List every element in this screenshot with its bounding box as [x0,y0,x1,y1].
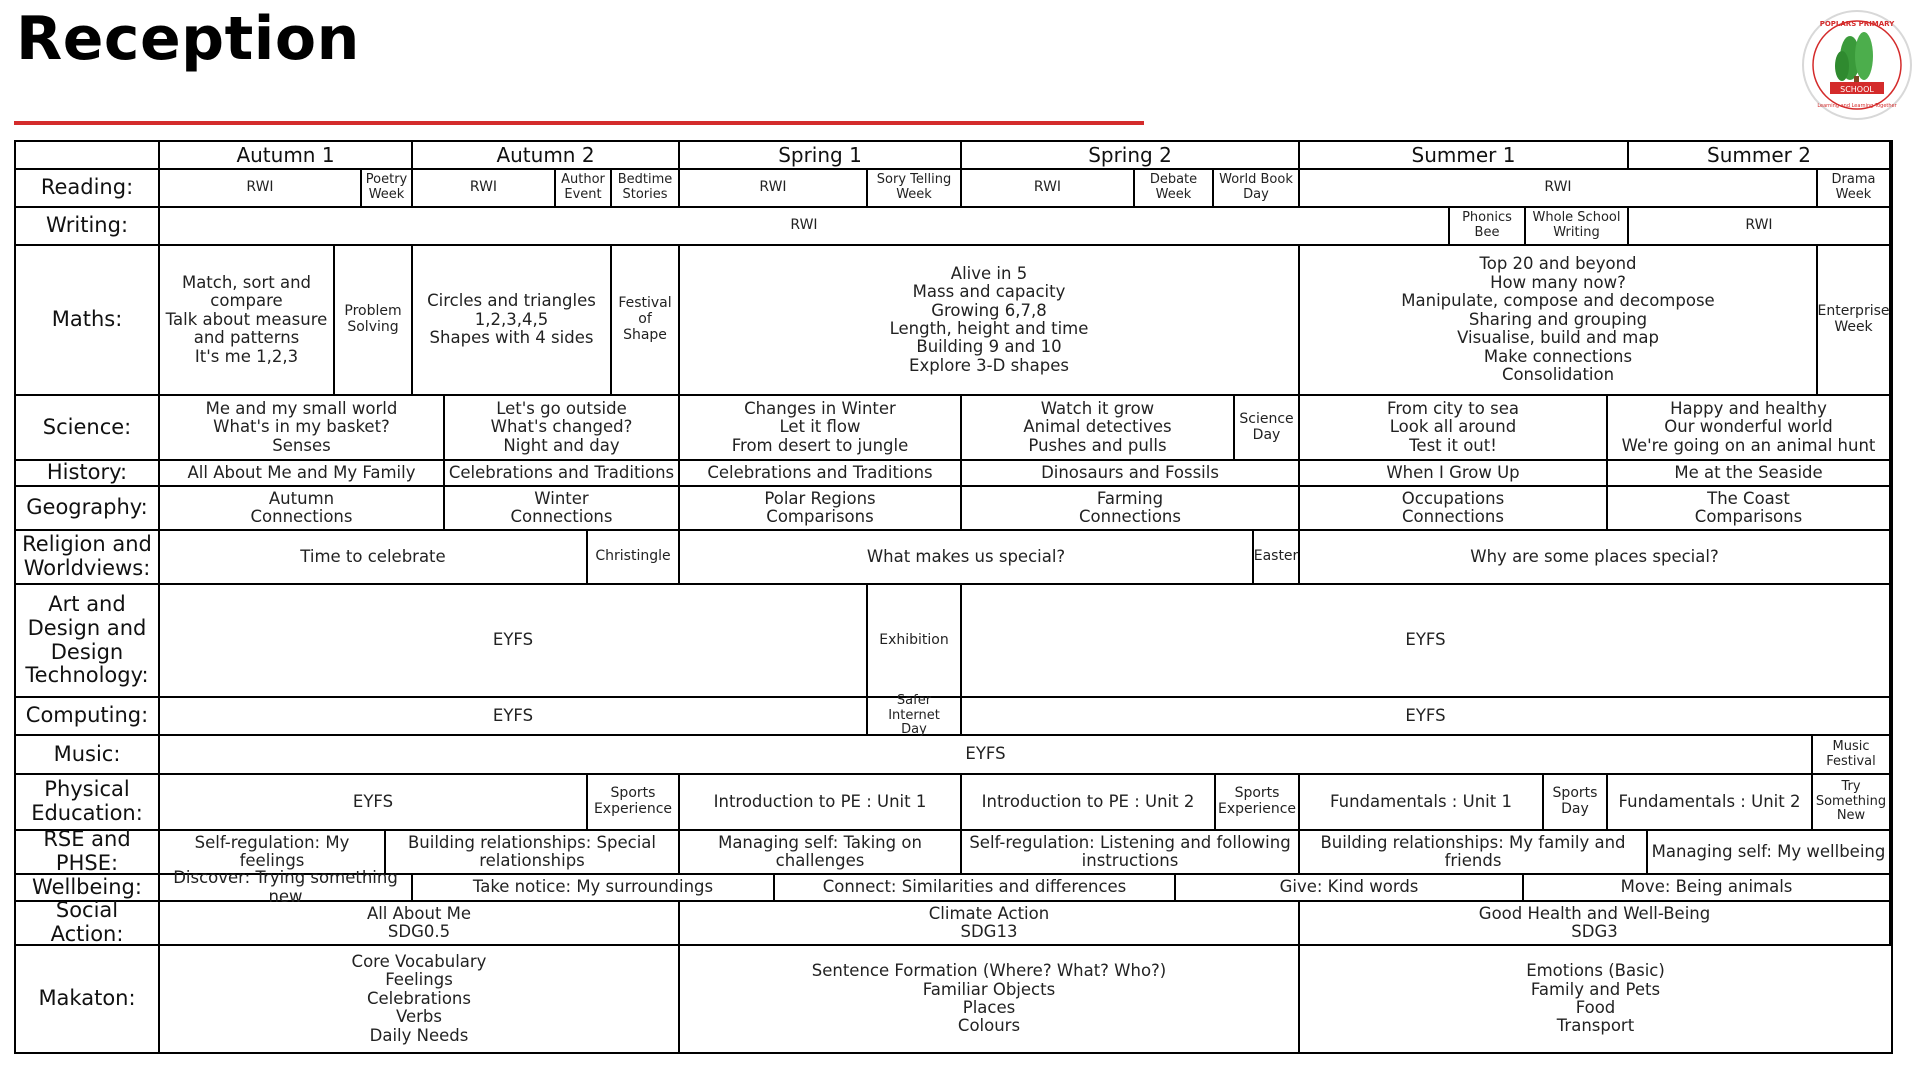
cell-text: Happy and healthy Our wonderful world We're going on an animal hunt [1621,398,1876,455]
cell-text: Safer Internet Day [888,693,940,738]
cell-text: RWI [1033,179,1062,196]
cell-text: Try Something New [1815,779,1887,824]
pe-cell [160,775,588,831]
corner-cell [16,142,160,170]
cell-text: Self-regulation: Listening and following instructions [969,832,1291,870]
logo-motto-text: Learning and Learning Together [1817,103,1897,109]
maths-cell [413,246,612,396]
cell-text: Farming Connections [1079,488,1181,526]
cell-text: Managing self: My wellbeing [1651,841,1886,861]
cell-text: Celebrations and Traditions [707,462,933,482]
cell-text: Sports Experience [593,785,673,817]
maths-cell [1818,246,1891,396]
geography-cell [1300,487,1608,531]
row-label-text: Religion and Worldviews: [22,532,152,580]
term-header-label: Spring 1 [778,142,862,167]
cell-text: All About Me SDG0.5 [366,903,472,941]
history-cell [445,461,680,487]
music-cell [160,736,1813,775]
cell-text: Debate Week [1149,172,1198,202]
geography-cell [962,487,1300,531]
reading-cell [868,170,962,208]
geography-cell [160,487,445,531]
cell-text: Building relationships: My family and friends [1320,832,1626,870]
religion-cell [588,531,680,585]
row-label-reading [16,170,160,208]
computing-cell [962,698,1891,736]
cell-text: Discover: Trying something new [173,868,398,906]
wellbeing-cell [1176,875,1524,902]
cell-text: Phonics Bee [1462,210,1512,240]
religion-cell [160,531,588,585]
cell-text: Match, sort and compare Talk about measure and patterns It's me 1,2,3 [165,272,328,366]
history-cell [160,461,445,487]
row-label-text: Maths: [51,307,123,332]
title-underline [14,121,1144,125]
cell-text: Sports Experience [1217,785,1297,817]
term-header-spring-2 [962,142,1300,170]
logo-school-text: SCHOOL [1840,85,1874,94]
row-label-writing [16,208,160,246]
term-header-label: Spring 2 [1088,142,1172,167]
cell-text: Festival of Shape [618,295,672,343]
social-cell [160,902,680,946]
history-cell [962,461,1300,487]
cell-text: Bedtime Stories [617,172,673,202]
cell-text: What makes us special? [866,546,1066,566]
cell-text: Winter Connections [510,488,613,526]
cell-text: Occupations Connections [1401,488,1505,526]
cell-text: Changes in Winter Let it flow From desert to jungle [731,398,909,455]
rse-cell [1300,831,1648,875]
writing-cell [160,208,1450,246]
cell-text: All About Me and My Family [187,462,416,482]
art-cell [868,585,962,698]
cell-text: Music Festival [1826,738,1876,769]
cell-text: Time to celebrate [300,546,446,566]
cell-text: Problem Solving [344,303,402,335]
maths-cell [680,246,1300,396]
row-label-computing [16,698,160,736]
maths-cell [335,246,413,396]
row-label-text: Makaton: [38,986,136,1011]
cell-text: Introduction to PE : Unit 2 [981,791,1195,811]
cell-text: RWI [469,179,498,196]
cell-text: Enterprise Week [1817,303,1890,335]
reading-cell [962,170,1135,208]
pe-cell [962,775,1216,831]
science-cell [680,396,962,461]
row-label-text: RSE and PHSE: [43,827,131,875]
cell-text: Christingle [595,548,671,565]
pe-cell [680,775,962,831]
row-label-social [16,898,160,946]
cell-text: Me at the Seaside [1674,462,1823,482]
rse-cell [386,831,680,875]
term-header-label: Autumn 2 [496,142,595,167]
art-cell [160,585,868,698]
reading-cell [680,170,868,208]
makaton-cell [160,946,680,1052]
geography-cell [445,487,680,531]
cell-text: Poetry Week [365,172,408,202]
cell-text: Watch it grow Animal detectives Pushes and pulls [1023,398,1172,455]
cell-text: EYFS [1405,630,1446,650]
term-header-autumn-2 [413,142,680,170]
cell-text: RWI [1745,217,1773,234]
science-cell [445,396,680,461]
cell-text: Managing self: Taking on challenges [718,832,922,870]
row-label-art [16,585,160,698]
cell-text: Science Day [1239,410,1294,443]
cell-text: The Coast Comparisons [1694,488,1803,526]
history-cell [1300,461,1608,487]
reading-cell [556,170,612,208]
term-header-summer-1 [1300,142,1629,170]
cell-text: Alive in 5 Mass and capacity Growing 6,7,8 Length, height and time Building 9 and 10 Explore 3-D shapes [889,263,1089,375]
history-cell [680,461,962,487]
row-label-text: Science: [42,414,132,439]
cell-text: Good Health and Well-Being SDG3 [1478,903,1711,941]
term-header-spring-1 [680,142,962,170]
cell-text: Take notice: My surroundings [472,877,714,897]
wellbeing-cell [413,875,775,902]
computing-cell [160,698,868,736]
cell-text: Drama Week [1831,172,1876,202]
term-header-label: Autumn 1 [236,142,335,167]
cell-text: Exhibition [879,631,949,648]
cell-text: Top 20 and beyond How many now? Manipulate, compose and decompose Sharing and grouping Visualise, build and map Make connections Consolidation [1401,254,1715,385]
maths-cell [160,246,335,396]
term-header-summer-2 [1629,142,1891,170]
cell-text: Easter [1253,548,1299,565]
makaton-cell [1300,946,1891,1052]
row-label-text: Physical Education: [31,777,143,825]
reading-cell [1135,170,1214,208]
row-label-text: Music: [53,741,121,766]
geography-cell [680,487,962,531]
cell-text: Building relationships: Special relationships [407,832,656,870]
cell-text: Circles and triangles 1,2,3,4,5 Shapes with 4 sides [427,291,596,348]
pe-cell [588,775,680,831]
cell-text: RWI [759,179,787,196]
cell-text: RWI [1544,179,1572,196]
pe-cell [1813,775,1891,831]
maths-cell [612,246,680,396]
cell-text: EYFS [352,791,394,811]
cell-text: When I Grow Up [1386,462,1520,482]
row-label-science [16,396,160,461]
cell-text: Why are some places special? [1470,546,1719,566]
reading-cell [612,170,680,208]
pe-cell [1544,775,1608,831]
cell-text: Polar Regions Comparisons [764,488,876,526]
school-logo-tree-icon [1800,8,1914,122]
row-label-history [16,461,160,487]
cell-text: EYFS [492,705,534,725]
maths-cell [1300,246,1818,396]
pe-cell [1300,775,1544,831]
makaton-cell [680,946,1300,1052]
term-header-label: Summer 1 [1411,142,1516,167]
cell-text: Me and my small world What's in my basket? Senses [205,398,398,455]
art-cell [962,585,1891,698]
cell-text: Let's go outside What's changed? Night and day [490,398,633,455]
social-cell [680,902,1300,946]
row-label-text: Writing: [45,213,129,238]
cell-text: Give: Kind words [1279,877,1419,897]
cell-text: EYFS [965,744,1006,764]
cell-text: Celebrations and Traditions [448,462,675,482]
cell-text: EYFS [492,630,534,650]
page-title: Reception [16,4,360,74]
geography-cell [1608,487,1891,531]
wellbeing-cell [775,875,1176,902]
cell-text: Climate Action SDG13 [928,903,1050,941]
row-label-text: Computing: [25,703,149,728]
row-label-pe [16,775,160,831]
cell-text: Emotions (Basic) Family and Pets Food Transport [1526,961,1665,1036]
history-cell [1608,461,1891,487]
cell-text: Core Vocabulary Feelings Celebrations Verbs Daily Needs [351,951,487,1045]
cell-text: Introduction to PE : Unit 1 [713,791,927,811]
reading-cell [1300,170,1818,208]
writing-cell [1450,208,1526,246]
row-label-text: Reading: [40,175,134,200]
religion-cell [680,531,1254,585]
row-label-geography [16,487,160,531]
cell-text: Connect: Similarities and differences [822,877,1127,897]
wellbeing-cell [1524,875,1891,902]
cell-text: Move: Being animals [1620,877,1793,897]
music-cell [1813,736,1891,775]
row-label-religion [16,531,160,585]
writing-cell [1526,208,1629,246]
cell-text: Whole School Writing [1532,210,1621,240]
cell-text: RWI [246,179,274,196]
row-label-maths [16,246,160,396]
cell-text: RWI [790,217,818,234]
row-label-text: Art and Design and Design Technology: [25,592,149,688]
row-label-text: Geography: [26,495,148,520]
cell-text: Sports Day [1552,785,1598,817]
social-cell [1300,902,1891,946]
religion-cell [1254,531,1300,585]
reading-cell [413,170,556,208]
science-cell [1608,396,1891,461]
reading-cell [1214,170,1300,208]
cell-text: Sory Telling Week [876,172,952,202]
term-header-label: Summer 2 [1707,142,1811,167]
row-label-music [16,736,160,775]
reading-cell [160,170,362,208]
row-label-text: Social Action: [50,898,124,946]
logo-top-text: POPLARS PRIMARY [1819,20,1895,28]
science-cell [1235,396,1300,461]
cell-text: EYFS [1405,705,1446,725]
cell-text: Sentence Formation (Where? What? Who?) Familiar Objects Places Colours [811,961,1167,1036]
reading-cell [362,170,413,208]
science-cell [962,396,1235,461]
cell-text: Author Event [561,172,605,202]
writing-cell [1629,208,1891,246]
rse-cell [962,831,1300,875]
pe-cell [1216,775,1300,831]
science-cell [160,396,445,461]
pe-cell [1608,775,1813,831]
computing-cell [868,693,962,738]
cell-text: Dinosaurs and Fossils [1041,462,1219,482]
religion-cell [1300,531,1891,585]
cell-text: Fundamentals : Unit 1 [1330,791,1512,811]
row-label-rse [16,827,160,875]
science-cell [1300,396,1608,461]
reading-cell [1818,170,1891,208]
row-label-text: Wellbeing: [32,874,142,899]
cell-text: From city to sea Look all around Test it out! [1387,398,1519,455]
wellbeing-cell [160,868,413,906]
term-header-autumn-1 [160,142,413,170]
row-label-makaton [16,946,160,1052]
rse-cell [680,831,962,875]
cell-text: Self-regulation: My feelings [194,832,350,870]
cell-text: Autumn Connections [250,488,353,526]
cell-text: Fundamentals : Unit 2 [1618,791,1801,811]
rse-cell [1648,831,1891,875]
cell-text: World Book Day [1219,172,1293,202]
row-label-text: History: [46,460,128,485]
curriculum-table [14,140,1893,1054]
